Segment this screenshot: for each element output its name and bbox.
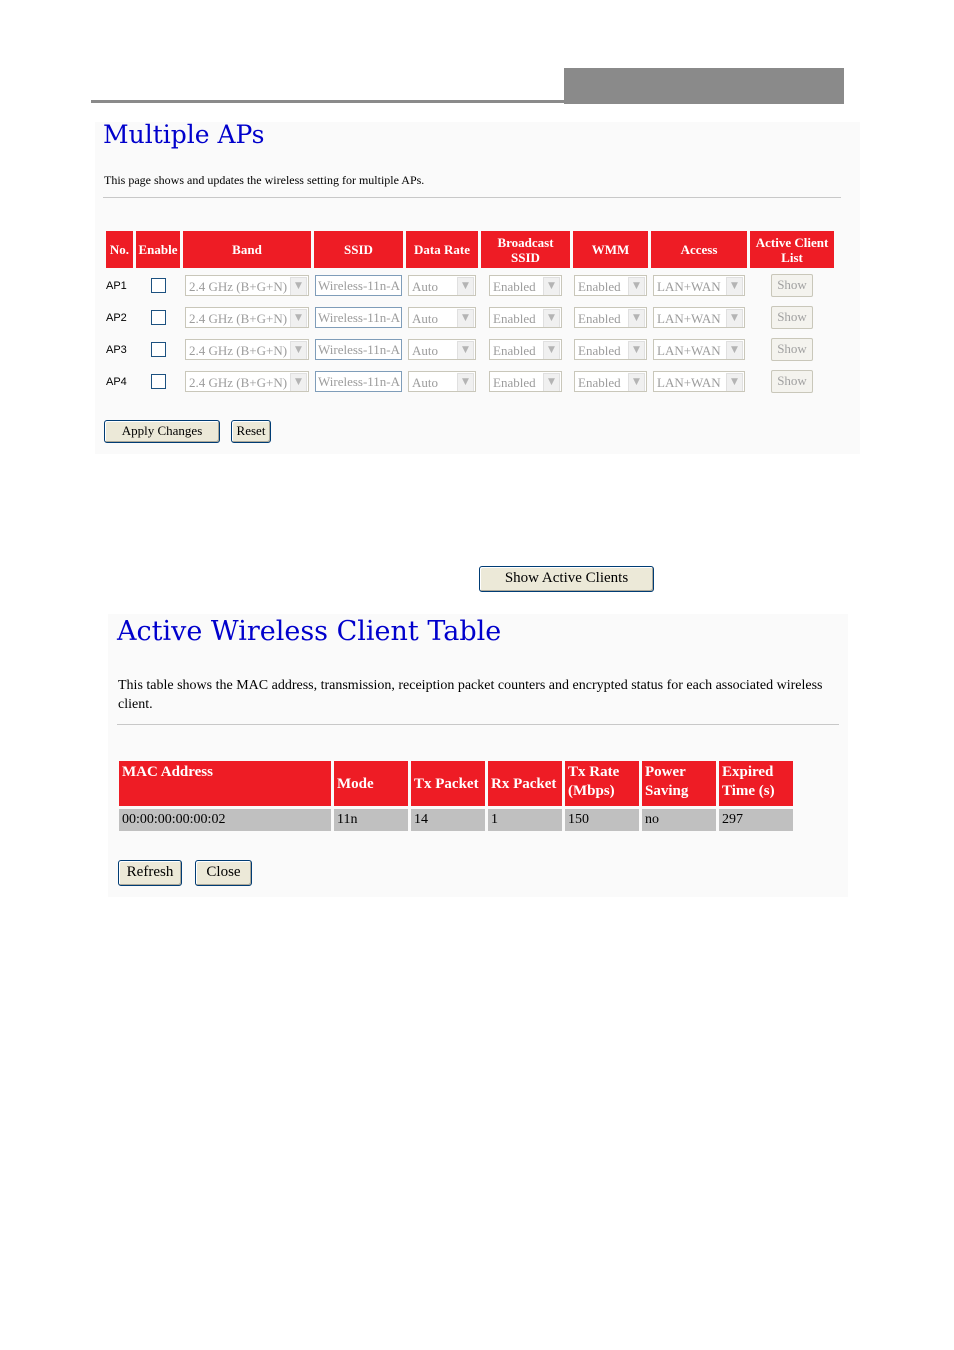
access-select[interactable] — [653, 371, 745, 392]
band-value: 2.4 GHz (B+G+N) — [189, 375, 288, 390]
header-tx-rate: Tx Rate (Mbps) — [565, 761, 639, 806]
close-button[interactable]: Close — [195, 860, 252, 886]
enable-cell — [136, 271, 180, 300]
band-select[interactable] — [185, 371, 309, 392]
wmm-value: Enabled — [578, 375, 621, 390]
chevron-down-icon: ▼ — [290, 309, 307, 328]
client-tx-packet: 14 — [411, 809, 485, 831]
ap-row — [106, 271, 834, 300]
header-tx-packet: Tx Packet — [411, 761, 485, 806]
band-value: 2.4 GHz (B+G+N) — [189, 343, 288, 358]
header-broadcast-ssid: Broadcast SSID — [481, 231, 570, 268]
enable-checkbox[interactable] — [151, 310, 166, 325]
header-rx-packet: Rx Packet — [488, 761, 562, 806]
broadcast-ssid-value: Enabled — [493, 279, 536, 294]
wmm-value: Enabled — [578, 311, 621, 326]
header-mac-address: MAC Address — [119, 761, 331, 806]
multiple-aps-table — [103, 228, 837, 399]
chevron-down-icon: ▼ — [726, 373, 743, 392]
active-clients-panel — [108, 614, 848, 897]
band-value: 2.4 GHz (B+G+N) — [189, 311, 288, 326]
broadcast-ssid-select[interactable] — [489, 339, 562, 360]
chevron-down-icon: ▼ — [290, 373, 307, 392]
chevron-down-icon: ▼ — [457, 277, 474, 296]
ap-number: AP1 — [106, 279, 127, 292]
ap-row — [106, 303, 834, 332]
access-value: LAN+WAN — [657, 311, 721, 326]
active-clients-divider — [117, 724, 839, 725]
header-wmm: WMM — [573, 231, 648, 268]
active-clients-title: Active Wireless Client Table — [117, 616, 502, 647]
enable-checkbox[interactable] — [151, 342, 166, 357]
data-rate-value: Auto — [412, 343, 438, 358]
chevron-down-icon: ▼ — [290, 341, 307, 360]
multiple-aps-header-row — [106, 231, 834, 268]
header-expired-time: Expired Time (s) — [719, 761, 793, 806]
chevron-down-icon: ▼ — [628, 309, 645, 328]
chevron-down-icon: ▼ — [457, 341, 474, 360]
band-select[interactable] — [185, 275, 309, 296]
ap-row — [106, 367, 834, 396]
chevron-down-icon: ▼ — [726, 309, 743, 328]
show-clients-button[interactable]: Show — [771, 338, 813, 361]
refresh-button[interactable]: Refresh — [118, 860, 182, 886]
ssid-input[interactable]: Wireless-11n-A — [315, 371, 402, 392]
band-value: 2.4 GHz (B+G+N) — [189, 279, 288, 294]
active-clients-description: This table shows the MAC address, transmission, receiption packet counters and encrypted status for each associated wireless client. — [118, 678, 823, 712]
access-select[interactable] — [653, 339, 745, 360]
chevron-down-icon: ▼ — [290, 277, 307, 296]
header-band: Band — [183, 231, 311, 268]
client-row — [119, 809, 793, 831]
multiple-aps-title: Multiple APs — [103, 120, 265, 149]
header-ssid: SSID — [314, 231, 403, 268]
broadcast-ssid-value: Enabled — [493, 343, 536, 358]
header-data-rate: Data Rate — [406, 231, 478, 268]
chevron-down-icon: ▼ — [726, 341, 743, 360]
access-value: LAN+WAN — [657, 343, 721, 358]
multiple-aps-divider — [103, 197, 841, 198]
wmm-select[interactable] — [574, 307, 647, 328]
data-rate-value: Auto — [412, 375, 438, 390]
enable-checkbox[interactable] — [151, 278, 166, 293]
chevron-down-icon: ▼ — [628, 373, 645, 392]
chevron-down-icon: ▼ — [457, 309, 474, 328]
access-value: LAN+WAN — [657, 279, 721, 294]
chevron-down-icon: ▼ — [543, 341, 560, 360]
active-clients-table — [116, 758, 796, 834]
data-rate-select[interactable] — [408, 307, 476, 328]
client-mac: 00:00:00:00:00:02 — [119, 809, 331, 831]
broadcast-ssid-select[interactable] — [489, 371, 562, 392]
multiple-aps-description: This page shows and updates the wireless setting for multiple APs. — [104, 173, 425, 187]
access-select[interactable] — [653, 275, 745, 296]
header-no: No. — [106, 231, 133, 268]
chevron-down-icon: ▼ — [543, 277, 560, 296]
wmm-value: Enabled — [578, 279, 621, 294]
header-active-client-list: Active Client List — [750, 231, 834, 268]
ssid-input[interactable]: Wireless-11n-A — [315, 275, 402, 296]
client-mode: 11n — [334, 809, 408, 831]
client-power-saving: no — [642, 809, 716, 831]
enable-cell — [136, 303, 180, 332]
enable-cell — [136, 335, 180, 364]
header-bar — [564, 68, 844, 104]
chevron-down-icon: ▼ — [543, 373, 560, 392]
ssid-input[interactable]: Wireless-11n-A — [315, 307, 402, 328]
chevron-down-icon: ▼ — [543, 309, 560, 328]
header-enable: Enable — [136, 231, 180, 268]
header-mode: Mode — [334, 761, 408, 806]
ap-number: AP2 — [106, 311, 127, 324]
broadcast-ssid-value: Enabled — [493, 375, 536, 390]
client-rx-packet: 1 — [488, 809, 562, 831]
client-tx-rate: 150 — [565, 809, 639, 831]
show-active-clients-button[interactable]: Show Active Clients — [479, 566, 654, 592]
ap-number: AP3 — [106, 343, 127, 356]
show-clients-button[interactable]: Show — [771, 274, 813, 297]
show-clients-button[interactable]: Show — [771, 306, 813, 329]
band-select[interactable] — [185, 307, 309, 328]
client-header-row — [119, 761, 793, 806]
broadcast-ssid-select[interactable] — [489, 275, 562, 296]
band-select[interactable] — [185, 339, 309, 360]
access-value: LAN+WAN — [657, 375, 721, 390]
wmm-value: Enabled — [578, 343, 621, 358]
data-rate-value: Auto — [412, 279, 438, 294]
ap-number: AP4 — [106, 375, 127, 388]
header-rule — [91, 100, 564, 103]
apply-changes-button[interactable]: Apply Changes — [104, 420, 220, 443]
broadcast-ssid-value: Enabled — [493, 311, 536, 326]
header-power-saving: Power Saving — [642, 761, 716, 806]
enable-checkbox[interactable] — [151, 374, 166, 389]
client-expired-time: 297 — [719, 809, 793, 831]
data-rate-value: Auto — [412, 311, 438, 326]
wmm-select[interactable] — [574, 371, 647, 392]
data-rate-select[interactable] — [408, 275, 476, 296]
wmm-select[interactable] — [574, 339, 647, 360]
chevron-down-icon: ▼ — [628, 277, 645, 296]
reset-button[interactable]: Reset — [231, 420, 271, 443]
header-access: Access — [651, 231, 747, 268]
data-rate-select[interactable] — [408, 339, 476, 360]
ssid-input[interactable]: Wireless-11n-A — [315, 339, 402, 360]
access-select[interactable] — [653, 307, 745, 328]
data-rate-select[interactable] — [408, 371, 476, 392]
chevron-down-icon: ▼ — [628, 341, 645, 360]
chevron-down-icon: ▼ — [726, 277, 743, 296]
ap-row — [106, 335, 834, 364]
wmm-select[interactable] — [574, 275, 647, 296]
chevron-down-icon: ▼ — [457, 373, 474, 392]
show-clients-button[interactable]: Show — [771, 370, 813, 393]
enable-cell — [136, 367, 180, 396]
broadcast-ssid-select[interactable] — [489, 307, 562, 328]
